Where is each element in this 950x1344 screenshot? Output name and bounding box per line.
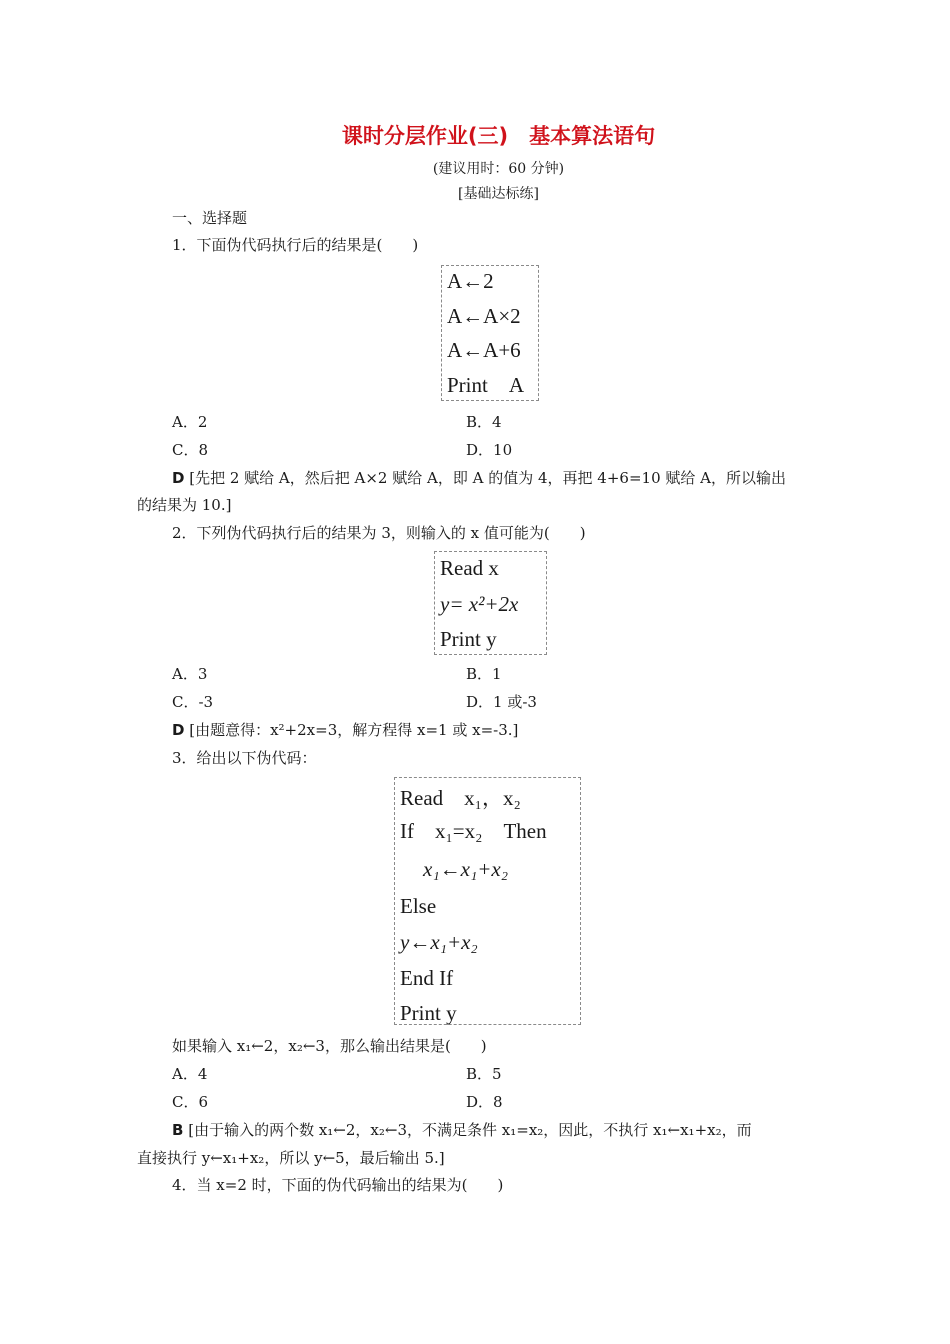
answer-letter: D xyxy=(172,721,185,739)
question-4-stem: 4．当 x=2 时，下面的伪代码输出的结果为( ) xyxy=(172,1176,504,1194)
option-b: B．5 xyxy=(466,1065,502,1083)
option-d: D．8 xyxy=(466,1093,503,1111)
code-line: Print y xyxy=(400,1001,457,1025)
explanation-text: 直接执行 y←x₁+x₂，所以 y←5，最后输出 5.] xyxy=(137,1149,445,1167)
question-3-code-box xyxy=(394,777,581,1025)
option-a: A．4 xyxy=(172,1065,208,1083)
code-line: If x₁=x₂ Then xyxy=(400,819,547,843)
code-line: End If xyxy=(400,966,454,990)
option-d: D．10 xyxy=(466,441,513,459)
option-d: D．1 或-3 xyxy=(466,693,537,711)
option-b: B．4 xyxy=(466,413,502,431)
code-line: x₁←x₁+x₂ xyxy=(423,857,509,881)
code-line: y= x²+2x xyxy=(440,592,519,616)
option-a: A．2 xyxy=(172,413,208,431)
answer-letter: D xyxy=(172,469,185,487)
question-3-followup: 如果输入 x₁←2，x₂←3，那么输出结果是( ) xyxy=(172,1037,487,1055)
code-line: Else xyxy=(400,894,437,918)
option-c: C．8 xyxy=(172,441,209,459)
level-label: [基础达标练] xyxy=(458,186,539,202)
code-line: A←A×2 xyxy=(447,304,521,328)
explanation-text: 的结果为 10.] xyxy=(137,496,232,514)
question-1-stem: 1．下面伪代码执行后的结果是( ) xyxy=(172,236,419,254)
page-title: 课时分层作业(三) 基本算法语句 xyxy=(341,124,656,148)
code-line: Print y xyxy=(440,627,497,651)
code-line: A←A+6 xyxy=(447,338,521,362)
code-line: y←x₁+x₂ xyxy=(400,930,478,954)
code-line: Read x xyxy=(440,556,499,580)
question-2-answer xyxy=(172,719,518,740)
question-3-answer xyxy=(172,1119,752,1140)
explanation-text: [由题意得：x²+2x=3，解方程得 x=1 或 x=-3.] xyxy=(189,721,519,739)
code-line: A←2 xyxy=(447,269,494,293)
question-1-code-box xyxy=(441,265,539,401)
option-c: C．6 xyxy=(172,1093,209,1111)
question-1-answer xyxy=(172,467,786,488)
question-2-code-box xyxy=(434,551,547,655)
code-line: Print A xyxy=(447,373,525,397)
option-a: A．3 xyxy=(172,665,208,683)
option-b: B．1 xyxy=(466,665,502,683)
question-2-stem: 2．下列伪代码执行后的结果为 3，则输入的 x 值可能为( ) xyxy=(172,524,586,542)
section-heading: 一、选择题 xyxy=(172,209,248,227)
explanation-text: [由于输入的两个数 x₁←2，x₂←3，不满足条件 x₁=x₂，因此，不执行 x₁←x₁+x₂，而 xyxy=(188,1121,752,1139)
option-c: C．-3 xyxy=(172,693,214,711)
explanation-text: [先把 2 赋给 A，然后把 A×2 赋给 A，即 A 的值为 4，再把 4+6=10 赋给 A，所以输出 xyxy=(189,469,786,487)
answer-letter: B xyxy=(172,1121,184,1139)
time-note: (建议用时：60 分钟) xyxy=(432,161,565,177)
code-line: Read x₁，x₂ xyxy=(400,786,521,810)
question-3-stem: 3．给出以下伪代码： xyxy=(172,749,317,767)
